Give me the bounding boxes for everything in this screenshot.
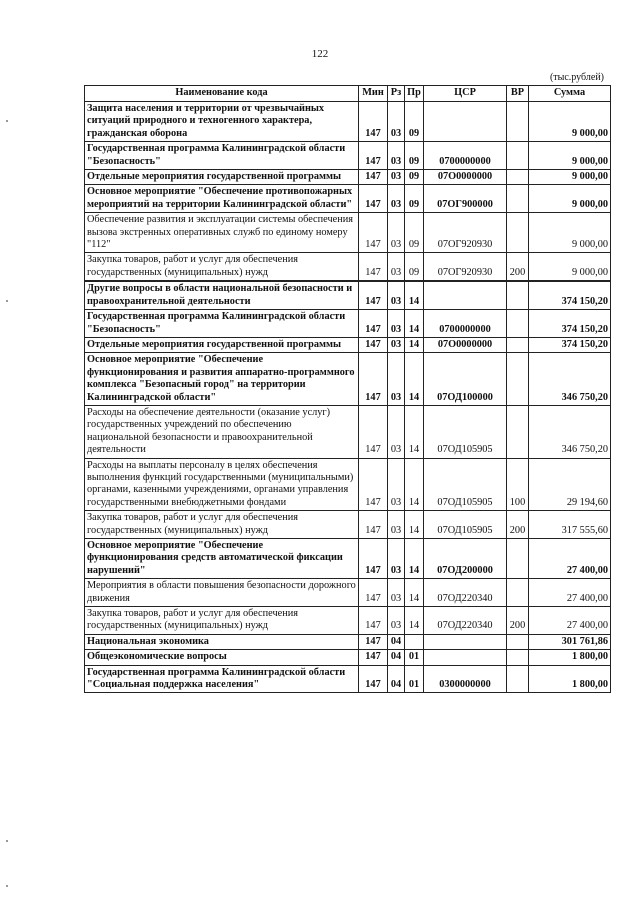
- header-name: Наименование кода: [85, 86, 359, 102]
- cell-csr: 07ОД105905: [424, 405, 507, 458]
- cell-pr: 09: [405, 142, 424, 170]
- cell-csr: [424, 281, 507, 309]
- cell-name: Отдельные мероприятия государственной программы: [85, 337, 359, 352]
- cell-csr: 07ОГ920930: [424, 253, 507, 281]
- cell-rz: 03: [388, 405, 405, 458]
- cell-min: 147: [359, 142, 388, 170]
- cell-csr: 07ОГ920930: [424, 213, 507, 253]
- cell-pr: 14: [405, 579, 424, 607]
- cell-name: Основное мероприятие "Обеспечение противопожарных мероприятий на территории Калининградской области": [85, 185, 359, 213]
- cell-rz: 03: [388, 253, 405, 281]
- cell-rz: 03: [388, 102, 405, 142]
- cell-vr: [507, 185, 529, 213]
- cell-rz: 03: [388, 458, 405, 511]
- cell-min: 147: [359, 634, 388, 649]
- cell-min: 147: [359, 511, 388, 539]
- cell-name: Другие вопросы в области национальной безопасности и правоохранительной деятельности: [85, 281, 359, 309]
- scan-mark: [6, 120, 8, 122]
- header-vr: ВР: [507, 86, 529, 102]
- cell-vr: 200: [507, 253, 529, 281]
- cell-csr: [424, 650, 507, 665]
- cell-vr: [507, 579, 529, 607]
- cell-vr: [507, 405, 529, 458]
- cell-name: Основное мероприятие "Обеспечение функционирования и развития аппаратно-программного комплекса "Безопасный город" на территории Калининградской области": [85, 353, 359, 406]
- cell-rz: 03: [388, 142, 405, 170]
- cell-vr: [507, 170, 529, 185]
- cell-rz: 03: [388, 353, 405, 406]
- cell-pr: 14: [405, 511, 424, 539]
- cell-sum: 1 800,00: [529, 650, 611, 665]
- cell-vr: [507, 142, 529, 170]
- cell-csr: 07ОД105905: [424, 458, 507, 511]
- cell-rz: 03: [388, 511, 405, 539]
- cell-name: Обеспечение развития и эксплуатации системы обеспечения вызова экстренных оперативных служб по единому номеру "112": [85, 213, 359, 253]
- cell-sum: 27 400,00: [529, 579, 611, 607]
- cell-sum: 29 194,60: [529, 458, 611, 511]
- cell-pr: 14: [405, 458, 424, 511]
- cell-min: 147: [359, 405, 388, 458]
- cell-rz: 03: [388, 539, 405, 579]
- cell-name: Закупка товаров, работ и услуг для обеспечения государственных (муниципальных) нужд: [85, 511, 359, 539]
- table-row: [85, 634, 611, 649]
- cell-sum: 9 000,00: [529, 185, 611, 213]
- cell-min: 147: [359, 650, 388, 665]
- cell-pr: 14: [405, 353, 424, 406]
- cell-min: 147: [359, 310, 388, 338]
- cell-rz: 03: [388, 607, 405, 635]
- cell-min: 147: [359, 539, 388, 579]
- cell-vr: 200: [507, 607, 529, 635]
- table-row: [85, 213, 611, 253]
- table-row: [85, 607, 611, 635]
- cell-name: Закупка товаров, работ и услуг для обеспечения государственных (муниципальных) нужд: [85, 253, 359, 281]
- table-row: [85, 102, 611, 142]
- cell-vr: [507, 310, 529, 338]
- cell-min: 147: [359, 253, 388, 281]
- cell-csr: 0700000000: [424, 310, 507, 338]
- cell-csr: 07ОД220340: [424, 579, 507, 607]
- cell-pr: 09: [405, 102, 424, 142]
- cell-pr: 14: [405, 337, 424, 352]
- cell-sum: 317 555,60: [529, 511, 611, 539]
- cell-csr: 07ОД200000: [424, 539, 507, 579]
- cell-pr: 01: [405, 650, 424, 665]
- cell-min: 147: [359, 170, 388, 185]
- cell-pr: 14: [405, 539, 424, 579]
- table-row: [85, 405, 611, 458]
- cell-pr: 01: [405, 665, 424, 693]
- cell-sum: 374 150,20: [529, 281, 611, 309]
- cell-sum: 9 000,00: [529, 213, 611, 253]
- cell-pr: 14: [405, 405, 424, 458]
- cell-csr: 07ОГ900000: [424, 185, 507, 213]
- cell-vr: 100: [507, 458, 529, 511]
- cell-sum: 9 000,00: [529, 142, 611, 170]
- cell-min: 147: [359, 579, 388, 607]
- cell-name: Расходы на выплаты персоналу в целях обеспечения выполнения функций государственными (муниципальными) органами, казенными учреждениями, органами управления государственными внебюджетными фондами: [85, 458, 359, 511]
- table-row: [85, 281, 611, 309]
- cell-min: 147: [359, 337, 388, 352]
- cell-pr: 14: [405, 310, 424, 338]
- cell-vr: [507, 539, 529, 579]
- cell-sum: 9 000,00: [529, 170, 611, 185]
- cell-pr: 09: [405, 170, 424, 185]
- table-row: [85, 511, 611, 539]
- cell-sum: 9 000,00: [529, 102, 611, 142]
- table-row: [85, 253, 611, 281]
- cell-sum: 374 150,20: [529, 337, 611, 352]
- table-row: [85, 579, 611, 607]
- cell-name: Национальная экономика: [85, 634, 359, 649]
- cell-rz: 03: [388, 170, 405, 185]
- cell-csr: 0700000000: [424, 142, 507, 170]
- cell-name: Отдельные мероприятия государственной программы: [85, 170, 359, 185]
- scan-mark: [6, 840, 8, 842]
- cell-csr: [424, 634, 507, 649]
- table-row: [85, 142, 611, 170]
- table-row: [85, 310, 611, 338]
- scan-mark: [6, 885, 8, 887]
- cell-sum: 27 400,00: [529, 607, 611, 635]
- cell-rz: 03: [388, 281, 405, 309]
- cell-rz: 03: [388, 213, 405, 253]
- cell-rz: 03: [388, 310, 405, 338]
- table-row: [85, 353, 611, 406]
- cell-rz: 03: [388, 579, 405, 607]
- cell-csr: 07ОД100000: [424, 353, 507, 406]
- cell-vr: [507, 665, 529, 693]
- header-sum: Сумма: [529, 86, 611, 102]
- cell-pr: 14: [405, 281, 424, 309]
- table-row: [85, 650, 611, 665]
- cell-sum: 9 000,00: [529, 253, 611, 281]
- cell-csr: 07О0000000: [424, 337, 507, 352]
- cell-vr: 200: [507, 511, 529, 539]
- units-label: (тыс.рублей): [549, 72, 604, 83]
- cell-name: Расходы на обеспечение деятельности (оказание услуг) государственных учреждений по обеспечению национальной безопасности и правоохранительной деятельности: [85, 405, 359, 458]
- cell-vr: [507, 281, 529, 309]
- table-row: [85, 170, 611, 185]
- cell-min: 147: [359, 458, 388, 511]
- cell-sum: 346 750,20: [529, 405, 611, 458]
- cell-csr: 07ОД105905: [424, 511, 507, 539]
- budget-table: [84, 85, 611, 693]
- header-pr: Пр: [405, 86, 424, 102]
- cell-name: Мероприятия в области повышения безопасности дорожного движения: [85, 579, 359, 607]
- cell-rz: 04: [388, 650, 405, 665]
- cell-csr: 07О0000000: [424, 170, 507, 185]
- cell-pr: 09: [405, 185, 424, 213]
- cell-pr: 14: [405, 607, 424, 635]
- cell-csr: 07ОД220340: [424, 607, 507, 635]
- cell-vr: [507, 353, 529, 406]
- cell-min: 147: [359, 185, 388, 213]
- cell-vr: [507, 650, 529, 665]
- cell-vr: [507, 634, 529, 649]
- cell-name: Государственная программа Калининградской области "Безопасность": [85, 310, 359, 338]
- cell-rz: 04: [388, 665, 405, 693]
- table-row: [85, 665, 611, 693]
- cell-sum: 346 750,20: [529, 353, 611, 406]
- cell-rz: 03: [388, 185, 405, 213]
- cell-min: 147: [359, 607, 388, 635]
- table-header-row: [85, 86, 611, 102]
- table-row: [85, 458, 611, 511]
- header-rz: Рз: [388, 86, 405, 102]
- cell-name: Защита населения и территории от чрезвычайных ситуаций природного и техногенного характера, гражданская оборона: [85, 102, 359, 142]
- cell-name: Государственная программа Калининградской области "Безопасность": [85, 142, 359, 170]
- cell-name: Общеэкономические вопросы: [85, 650, 359, 665]
- cell-rz: 03: [388, 337, 405, 352]
- cell-min: 147: [359, 353, 388, 406]
- cell-sum: 374 150,20: [529, 310, 611, 338]
- page-number: 122: [311, 48, 329, 60]
- cell-name: Основное мероприятие "Обеспечение функционирования средств автоматической фиксации нарушений": [85, 539, 359, 579]
- cell-min: 147: [359, 665, 388, 693]
- cell-pr: [405, 634, 424, 649]
- header-csr: ЦСР: [424, 86, 507, 102]
- cell-min: 147: [359, 213, 388, 253]
- cell-vr: [507, 213, 529, 253]
- table-row: [85, 337, 611, 352]
- header-min: Мин: [359, 86, 388, 102]
- cell-vr: [507, 337, 529, 352]
- cell-sum: 27 400,00: [529, 539, 611, 579]
- scan-mark: [6, 300, 8, 302]
- cell-csr: [424, 102, 507, 142]
- cell-sum: 1 800,00: [529, 665, 611, 693]
- cell-name: Закупка товаров, работ и услуг для обеспечения государственных (муниципальных) нужд: [85, 607, 359, 635]
- table-row: [85, 185, 611, 213]
- cell-min: 147: [359, 281, 388, 309]
- cell-pr: 09: [405, 213, 424, 253]
- table-body: [85, 102, 611, 693]
- table-row: [85, 539, 611, 579]
- cell-sum: 301 761,86: [529, 634, 611, 649]
- cell-name: Государственная программа Калининградской области "Социальная поддержка населения": [85, 665, 359, 693]
- cell-vr: [507, 102, 529, 142]
- cell-pr: 09: [405, 253, 424, 281]
- cell-rz: 04: [388, 634, 405, 649]
- cell-min: 147: [359, 102, 388, 142]
- cell-csr: 0300000000: [424, 665, 507, 693]
